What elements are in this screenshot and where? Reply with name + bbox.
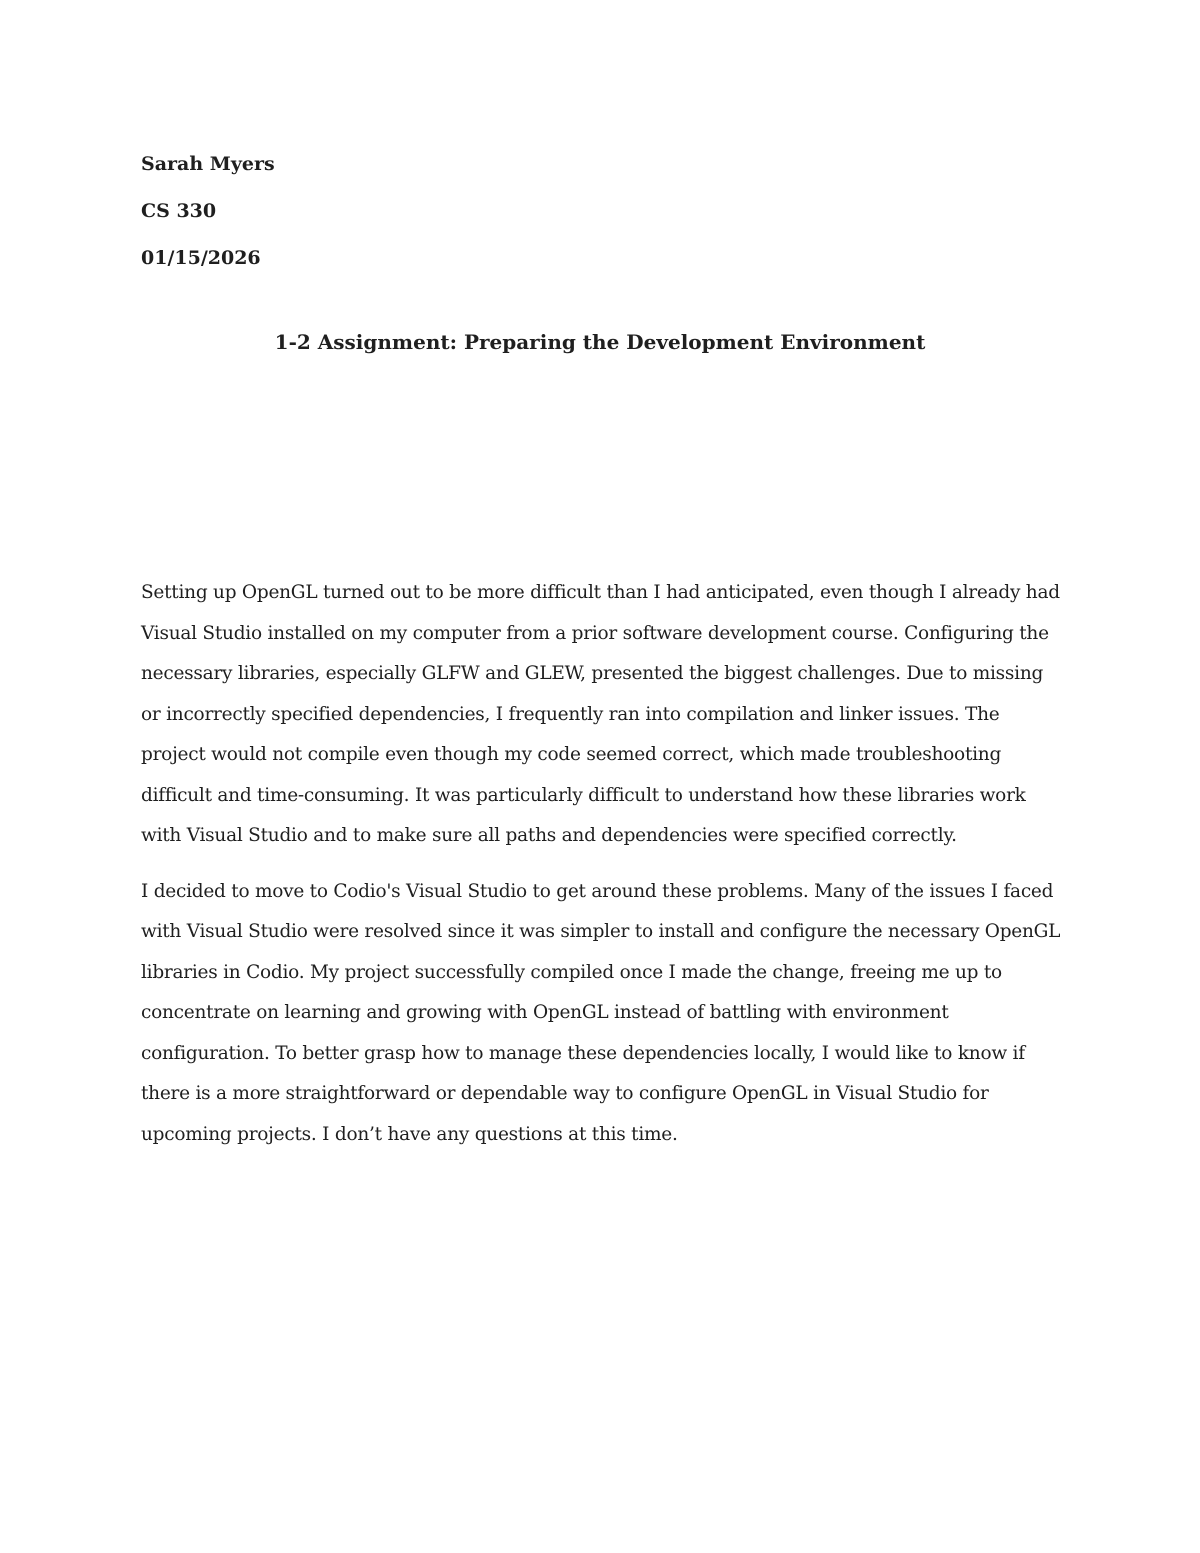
body-paragraph: Setting up OpenGL turned out to be more difficult than I had anticipated, even though I already had Visual Studio installed on my computer from a prior software development course. Configuring the necessary libraries, especially GLFW and GLEW, presented the biggest challenges. Due to missing or incorrectly specified dependencies, I frequently ran into compilation and linker issues. The project would not compile even though my code seemed correct, which made troubleshooting difficult and time-consuming. It was particularly difficult to understand how these libraries work with Visual Studio and to make sure all paths and dependencies were specified correctly. [141, 582, 1060, 846]
document-header [141, 141, 1041, 282]
document-body [141, 573, 1064, 1170]
author-name: Sarah Myers [141, 153, 275, 175]
course-code: CS 330 [141, 200, 217, 222]
document-title: 1-2 Assignment: Preparing the Development Environment [274, 330, 926, 354]
submission-date: 01/15/2026 [141, 247, 261, 269]
body-paragraph: I decided to move to Codio's Visual Studio to get around these problems. Many of the issues I faced with Visual Studio were resolved since it was simpler to install and configure the necessary OpenGL libraries in Codio. My project successfully compiled once I made the change, freeing me up to concentrate on learning and growing with OpenGL instead of battling with environment configuration. To better grasp how to manage these dependencies locally, I would like to know if there is a more straightforward or dependable way to configure OpenGL in Visual Studio for upcoming projects. I don’t have any questions at this time. [141, 880, 1061, 1145]
